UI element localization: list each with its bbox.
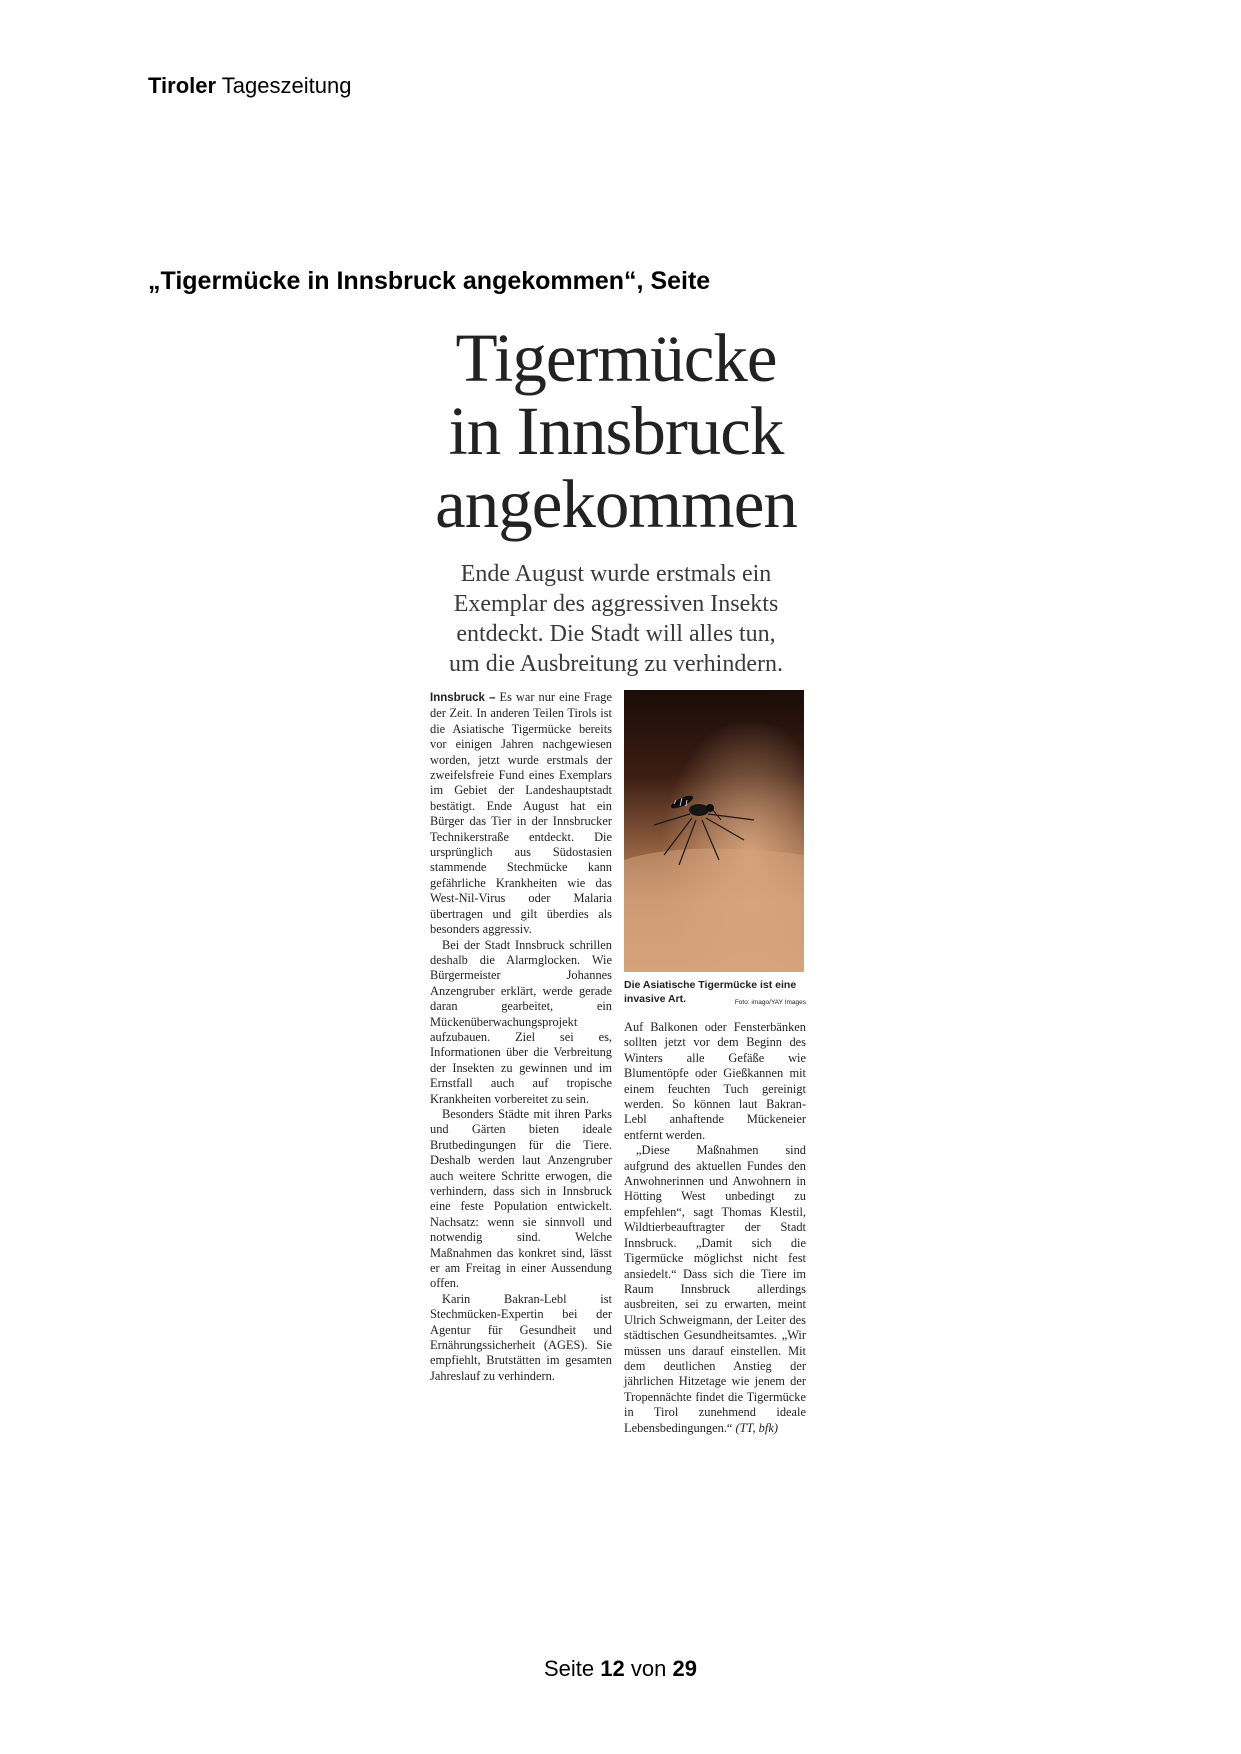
article-paragraph: Auf Balkonen oder Fensterbänken sollten jetzt vor dem Beginn des Winters alle Gefäße wie Blumentöpfe oder Gießkannen mit einem feuchten Tuch gereinigt werden. So können laut Bakran-Lebl anhaftende Mückeneier entfernt werden.	[624, 1020, 806, 1142]
article-paragraph: Besonders Städte mit ihren Parks und Gärten bieten ideale Brutbedingungen für die Tiere. Deshalb werden laut Anzengruber auch weitere Schritte erwogen, die verhindern, dass sich in Innsbruck eine feste Population entwickelt. Nachsatz: wenn sie sinnvoll und notwendig sind. Welche Maßnahmen das konkret sind, lässt er am Freitag in einer Aussendung offen.	[430, 1106, 612, 1291]
page-label: Seite	[544, 1656, 595, 1681]
article-paragraph	[430, 690, 612, 938]
article-paragraph	[624, 1143, 806, 1436]
article-subheadline	[428, 559, 804, 679]
article-column-right	[624, 690, 806, 1436]
photo-credit: Foto: imago/YAY Images	[734, 999, 806, 1006]
headline-line: angekommen	[435, 466, 797, 542]
article-column-right-text	[624, 1020, 806, 1436]
dateline: Innsbruck –	[430, 692, 496, 704]
headline-line: Tigermücke	[455, 320, 777, 396]
page-separator: von	[630, 1656, 667, 1681]
subhead-line: entdeckt. Die Stadt will alles tun,	[456, 621, 776, 647]
article-column-left	[430, 690, 612, 1384]
clipping-title: „Tigermücke in Innsbruck angekommen“, Seite	[148, 267, 711, 295]
paragraph-text: Es war nur eine Frage der Zeit. In anderen Teilen Tirols ist die Asiatische Tigermücke bereits vor einigen Jahren nachgewiesen worden, jetzt wurde erstmals der zweifelsfreie Fund eines Exemplars im Gebiet der Landeshauptstadt bestätigt. Ende August hat ein Bürger das Tier in der Innsbrucker Technikerstraße entdeckt. Die ursprünglich aus Südostasien stammende Stechmücke kann gefährliche Krankheiten wie das West-Nil-Virus oder Malaria übertragen und gilt überdies als besonders aggressiv.	[430, 690, 612, 937]
newspaper-clipping	[428, 320, 806, 1435]
author-signature: (TT, bfk)	[735, 1420, 778, 1435]
article-paragraph: Karin Bakran-Lebl ist Stechmücken-Expertin bei der Agentur für Gesundheit und Ernährungssicherheit (AGES). Sie empfiehlt, Brutstätten im gesamten Jahreslauf zu verhindern.	[430, 1291, 612, 1383]
headline-line: in Innsbruck	[448, 393, 784, 469]
caption-text: Die Asiatische Tigermücke ist eine invasive Art.	[624, 979, 797, 1005]
article-headline	[428, 322, 804, 541]
publisher-name-bold: Tiroler	[148, 73, 217, 98]
tiger-mosquito-photo	[624, 690, 804, 972]
page-footer	[0, 1656, 1241, 1682]
paragraph-text: „Diese Maßnahmen sind aufgrund des aktuellen Fundes den Anwohnerinnen und Anwohnern in Hötting West unbedingt zu empfehlen“, sagt Thomas Klestil, Wildtierbeauftragter der Stadt Innsbruck. „Damit sich die Tigermücke möglichst nicht fest ansiedelt.“ Dass sich die Tiere im Raum Innsbruck allerdings ausbreiten, sei zu erwarten, meint Ulrich Schweigmann, der Leiter des städtischen Gesundheitsamtes. „Wir müssen uns darauf einstellen. Mit dem deutlichen Anstieg der jährlichen Hitzetage wie jenem der Tropennächte findet die Tigermücke in Tirol zunehmend ideale Lebensbedingungen.“	[624, 1143, 806, 1435]
photo-caption	[624, 978, 806, 1006]
total-pages: 29	[672, 1656, 697, 1681]
article-paragraph: Bei der Stadt Innsbruck schrillen deshalb die Alarmglocken. Wie Bürgermeister Johannes Anzengruber erklärt, werde gerade daran gearbeitet, ein Mückenüberwachungsprojekt aufzubauen. Ziel sei es, Informationen über die Verbreitung der Insekten zu gewinnen und im Ernstfall auch auf tropische Krankheiten vorbereitet zu sein.	[430, 937, 612, 1106]
subhead-line: um die Ausbreitung zu verhindern.	[449, 651, 783, 677]
current-page-number: 12	[600, 1656, 625, 1681]
subhead-line: Exemplar des aggressiven Insekts	[453, 591, 779, 617]
subhead-line: Ende August wurde erstmals ein	[460, 561, 772, 587]
publication-header	[148, 73, 351, 99]
publisher-name-rest: Tageszeitung	[221, 73, 352, 98]
